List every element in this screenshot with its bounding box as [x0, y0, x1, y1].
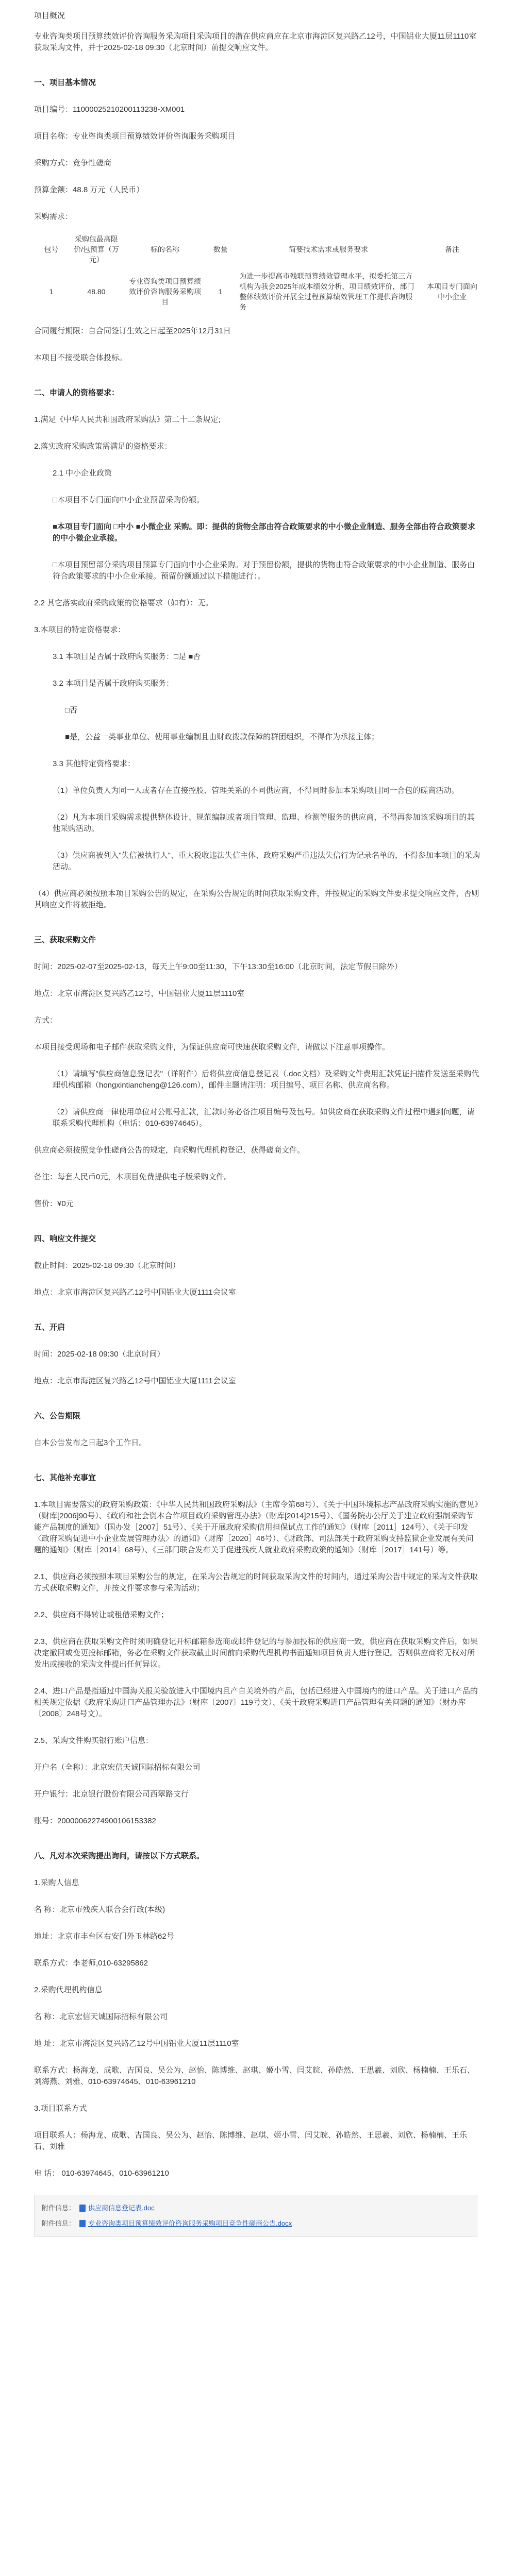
- cell-quantity: 1: [218, 287, 223, 296]
- cell-item-name: 专业咨询类项目预算绩效评价咨询服务采购项目: [129, 277, 202, 306]
- obtain-step-1: （1）请填写"供应商信息登记表"（详附件）后将供应商信息登记表（.doc文档）及采购文件费用汇款凭证扫描件发送至采购代理机构邮箱（hongxintiancheng@126.com），邮件主题请注明：项目编号、项目名称、供应商名称。: [53, 1070, 479, 1090]
- supplement-p2: 2.1、供应商必须按照本项目采购公告的规定，在采购公告规定的时间获取采购文件的时间内，通过采购公告中规定的采购文件获取方式获取采购文件，并按文件要求参与采购活动；: [34, 1572, 478, 1592]
- obtain-step-2: （2）请供应商一律使用单位对公账号汇款，汇款时务必备注项目编号及包号。如供应商在获取采购文件过程中遇到问题，请联系采购代理机构（电话：010-63974645）。: [53, 1108, 475, 1128]
- obtain-price: 售价：¥0元: [34, 1199, 74, 1208]
- col-item-name: 标的名称: [151, 245, 180, 253]
- buyer-name: 名 称：北京市残疾人联合会行政(本级): [34, 1905, 165, 1914]
- cell-requirements: 为进一步提高市残联预算绩效管理水平，拟委托第三方机构为我会2025年成本绩效分析，项目绩效评价，部门整体绩效评价开展全过程预算绩效管理工作提供咨询服务: [239, 272, 414, 311]
- col-quantity: 数量: [213, 245, 228, 253]
- qual-item-3-1: 3.1 本项目是否属于政府购买服务：□是 ■否: [53, 652, 201, 661]
- qual-item-3-2-no: □否: [65, 706, 78, 715]
- col-requirements: 简要技术需求或服务要求: [289, 245, 369, 253]
- qual-item-2: 2.落实政府采购政策需满足的资格要求：: [34, 442, 172, 451]
- consortium-note: 本项目不接受联合体投标。: [34, 353, 127, 362]
- buyer-address: 地址：北京市丰台区右安门外玉林路62号: [34, 1932, 174, 1941]
- section2-title: 二、申请人的资格要求：: [34, 388, 120, 397]
- section6-title: 六、公告期限: [34, 1412, 81, 1420]
- project-no: 项目编号：11000025210200113238-XM001: [34, 105, 185, 114]
- agency-title: 2.采购代理机构信息: [34, 1986, 103, 1994]
- file-icon: [79, 2220, 86, 2227]
- qual-sme-option-2: ■本项目专门面向 □中小 ■小微企业 采购。即：提供的货物全部由符合政策要求的中小微企业制造、服务全部由符合政策要求的中小微企业承接。: [53, 522, 475, 543]
- agency-name: 名 称：北京宏信天诚国际招标有限公司: [34, 2012, 168, 2021]
- obtain-remark: 备注：每套人民币0元，本项目免费提供电子版采购文件。: [34, 1173, 232, 1181]
- section1-title: 一、项目基本情况: [34, 78, 96, 87]
- attachments-box: [34, 2195, 477, 2237]
- col-remarks: 备注: [445, 245, 460, 253]
- budget-amount: 预算金额：48.8 万元（人民币）: [34, 185, 144, 194]
- supplement-p3: 2.2、供应商不得转让或租借采购文件；: [34, 1611, 169, 1619]
- submit-deadline: 截止时间：2025-02-18 09:30（北京时间）: [34, 1261, 180, 1270]
- open-time: 时间：2025-02-18 09:30（北京时间）: [34, 1350, 165, 1359]
- attachment-link-announcement-doc[interactable]: [79, 2216, 292, 2231]
- project-contact-title: 3.项目联系方式: [34, 2104, 87, 2113]
- cell-remarks: 本项目专门面向中小企业: [427, 282, 478, 301]
- contract-term: 合同履行期限：自合同签订生效之日起至2025年12月31日: [34, 327, 231, 335]
- qual-item-3: 3.本项目的特定资格要求：: [34, 625, 126, 634]
- table-header-row: [34, 231, 483, 268]
- attachment-filename: 供应商信息登记表.doc: [88, 2204, 155, 2212]
- obtain-note: 供应商必须按照竞争性磋商公告的规定，向采购代理机构登记、获得磋商文件。: [34, 1146, 305, 1155]
- qual-special-3: （3）供应商被列入"失信被执行人"、重大税收违法失信主体、政府采购严重违法失信行为记录名单的，不得参加本项目的采购活动。: [53, 851, 480, 871]
- qual-item-1: 1.满足《中华人民共和国政府采购法》第二十二条规定;: [34, 415, 221, 424]
- qual-special-1: （1）单位负责人为同一人或者存在直接控股、管理关系的不同供应商，不得同时参加本采购项目同一合包的磋商活动。: [53, 786, 459, 795]
- open-place: 地点：北京市海淀区复兴路乙12号中国铝业大厦1111会议室: [34, 1377, 236, 1385]
- table-row: [34, 268, 483, 315]
- supplement-p4: 2.3、供应商在获取采购文件时须明确登记开标邮箱参选商或邮件登记的与参加投标的供应商一致，供应商在获取采购文件后，如果决定撤回或变更投标邮箱，务必在采购文件获取截止时间前向采购代理机构书面通知项目负责人进行登记。否则供应商将无权对所发出或接收的采购文件提出任何异议。: [34, 1637, 478, 1669]
- cell-package-no: 1: [49, 287, 54, 296]
- qual-special-4: （4）供应商必须按照本项目采购公告的规定，在采购公告规定的时间获取采购文件，并按规定的采购文件要求提交响应文件，否则其响应文件将被拒绝。: [34, 889, 479, 909]
- buyer-contact: 联系方式：李老师,010-63295862: [34, 1959, 148, 1968]
- section5-title: 五、开启: [34, 1323, 65, 1332]
- project-phone: 电 话： 010-63974645、010-63961210: [34, 2169, 169, 2178]
- qual-item-3-3: 3.3 其他特定资格要求：: [53, 759, 136, 768]
- attachment-row: [42, 2200, 470, 2216]
- supplement-p5: 2.4、进口产品是指通过中国海关报关验放进入中国境内且产自关境外的产品，包括已经进入中国境内的进口产品。关于进口产品的相关规定依据《政府采购进口产品管理办法》（财库〔2007〕119号文）、《关于政府采购进口产品管理有关问题的通知》（财办库〔2008〕248号文）。: [34, 1687, 478, 1718]
- cell-budget: 48.80: [87, 287, 106, 296]
- section7-title: 七、其他补充事宜: [34, 1473, 96, 1482]
- buyer-title: 1.采购人信息: [34, 1878, 79, 1887]
- col-package-no: 包号: [44, 245, 59, 253]
- procurement-method: 采购方式：竞争性磋商: [34, 159, 112, 167]
- qual-item-2-1: 2.1 中小企业政策: [53, 469, 112, 478]
- requirements-label: 采购需求：: [34, 212, 73, 221]
- agency-contact: 联系方式：杨海龙、成歌、吉国良、吴公为、赵怡、陈博维、赵琪、姬小雪、闫艾皖、孙皓然、王思羲、刘欣、杨楠楠、王乐石、刘海燕、刘雅、010-63974645、010-63961210: [34, 2066, 475, 2086]
- attachment-link-registration-form[interactable]: [79, 2200, 155, 2216]
- supplement-p1: 1.本项目需要落实的政府采购政策：《中华人民共和国政府采购法》（主席令第68号）、《关于中国环境标志产品政府采购实施的意见》（财库[2006]90号）、《政府和社会资本合作项目政府采购管理办法》（财库[2014]215号）、《国务院办公厅关于建立政府强制采购节能产品制度的通知》（国办发［2007］51号）、《关于开展政府采购信用担保试点工作的通知》（财库［2011］124号）、《关于印发〈政府采购促进中小企业发展管理办法〉的通知》（财库［2020］46号）、《财政部、司法部关于政府采购支持监狱企业发展有关问题的通知》（财库［2014］68号）、《三部门联合发布关于促进残疾人就业政府采购政策的通知》（财库［2017］141号）等。: [34, 1500, 478, 1554]
- attachment-filename: 专业咨询类项目预算绩效评价咨询服务采购项目竞争性磋商公告.docx: [88, 2219, 292, 2227]
- attachments-label: 附件信息：: [42, 2204, 76, 2212]
- requirements-table: [34, 231, 483, 315]
- submit-place: 地点：北京市海淀区复兴路乙12号中国铝业大厦1111会议室: [34, 1288, 236, 1297]
- section8-title: 八、凡对本次采购提出询问，请按以下方式联系。: [34, 1852, 205, 1860]
- file-icon: [79, 2205, 86, 2212]
- col-budget: 采购包最高限价/包预算（万元）: [73, 235, 119, 264]
- obtain-method-desc: 本项目接受现场和电子邮件获取采购文件，为保证供应商可快速获取采购文件，请做以下注意事项操作。: [34, 1043, 390, 1052]
- notice-period: 自本公告发布之日起3个工作日。: [34, 1438, 147, 1447]
- qual-item-2-2: 2.2 其它落实政府采购政策的资格要求（如有）：无。: [34, 599, 213, 607]
- bank-account-no: 账号：20000062274900106153382: [34, 1817, 156, 1825]
- attachment-row: [42, 2216, 470, 2231]
- bank-name: 开户银行：北京银行股份有限公司西翠路支行: [34, 1790, 189, 1799]
- overview-intro: 专业咨询类项目预算绩效评价咨询服务采购项目采购项目的潜在供应商应在北京市海淀区复兴路乙12号，中国铝业大厦11层1110室获取采购文件，并于2025-02-18 09:30（北京时间）前提交响应文件。: [34, 32, 477, 52]
- qual-item-3-2: 3.2 本项目是否属于政府购买服务：: [53, 679, 174, 688]
- project-contact-names: 项目联系人：杨海龙、成歌、吉国良、吴公为、赵怡、陈博维、赵琪、姬小雪、闫艾皖、孙皓然、王思羲、刘欣、杨楠楠、王乐石、刘雅: [34, 2131, 468, 2151]
- section4-title: 四、响应文件提交: [34, 1234, 96, 1243]
- obtain-method-label: 方式：: [34, 1016, 58, 1025]
- qual-item-3-2-yes: ■是，公益一类事业单位、使用事业编制且由财政拨款保障的群团组织，不得作为承接主体；: [65, 733, 379, 741]
- qual-sme-option-1: □本项目不专门面向中小企业预留采购份额。: [53, 496, 205, 504]
- attachments-label: 附件信息：: [42, 2219, 76, 2227]
- qual-sme-option-3: □本项目预留部分采购项目预算专门面向中小企业采购。对于预留份额，提供的货物由符合政策要求的中小企业制造、服务由符合政策要求的中小企业承接。预留份额通过以下措施进行：。: [53, 561, 475, 581]
- project-name: 项目名称：专业咨询类项目预算绩效评价咨询服务采购项目: [34, 132, 236, 141]
- section3-title: 三、获取采购文件: [34, 936, 96, 944]
- bank-account-name: 开户名（全称）：北京宏信天诚国际招标有限公司: [34, 1763, 201, 1772]
- overview-title: 项目概况: [34, 11, 65, 20]
- qual-special-2: （2）凡为本项目采购需求提供整体设计、规范编制或者项目管理、监理、检测等服务的供应商，不得再参加该采购项目的其他采购活动。: [53, 813, 475, 833]
- agency-address: 地 址：北京市海淀区复兴路乙12号中国铝业大厦11层1110室: [34, 2039, 239, 2048]
- obtain-place: 地点：北京市海淀区复兴路乙12号，中国铝业大厦11层1110室: [34, 989, 245, 998]
- supplement-p6: 2.5、采购文件购买银行账户信息：: [34, 1736, 153, 1745]
- obtain-time: 时间：2025-02-07至2025-02-13，每天上午9:00至11:30，下午13:30至16:00（北京时间，法定节假日除外）: [34, 962, 403, 971]
